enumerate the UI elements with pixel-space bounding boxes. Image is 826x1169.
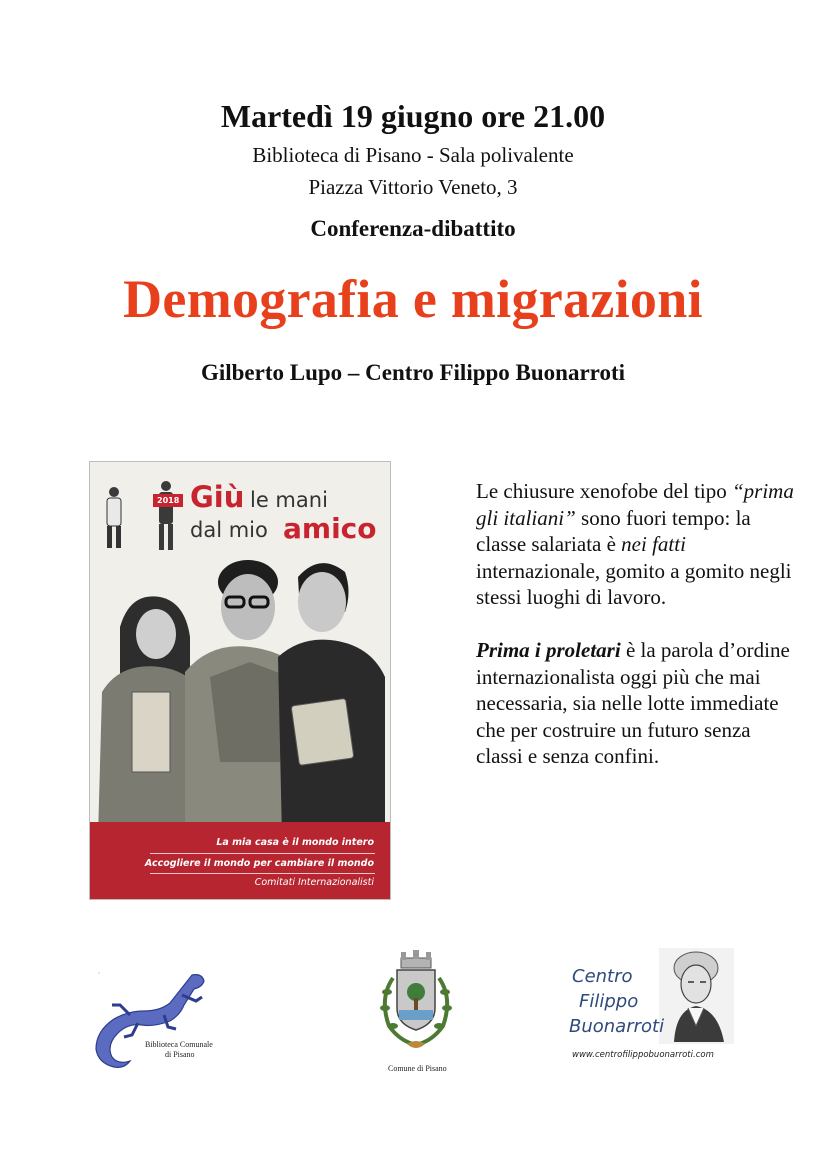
body-italic-quote: “prima gli italiani”: [476, 479, 794, 530]
body-text: [476, 478, 796, 770]
poster-title-word-giu: Giù: [190, 480, 245, 514]
centro-name-line1: Centro: [572, 966, 633, 987]
comune-caption: Comune di Pisano: [388, 1064, 447, 1073]
event-venue: Biblioteca di Pisano - Sala polivalente: [252, 143, 574, 167]
biblioteca-caption-line1: Biblioteca Comunale: [145, 1040, 213, 1049]
body-paragraph-2: [476, 637, 796, 770]
centro-website-url: www.centrofilippobuonarroti.com: [572, 1050, 714, 1060]
event-address: Piazza Vittorio Veneto, 3: [308, 175, 518, 199]
centro-buonarroti-logo: [564, 946, 739, 1066]
centro-name-line3: Buonarroti: [569, 1016, 665, 1037]
poster-year-badge: 2018: [153, 494, 183, 507]
poster-band-divider: [150, 853, 375, 854]
poster-signature: Comitati Internazionalisti: [254, 877, 374, 888]
speaker-line: Gilberto Lupo – Centro Filippo Buonarroti: [200, 360, 626, 385]
poster-title-word-dal-mio: dal mio: [190, 518, 268, 542]
young-man-illustration: [278, 563, 385, 837]
svg-text:`: `: [98, 973, 100, 979]
body-italic-emphasis: nei fatti: [621, 532, 686, 557]
poster-title-word-le-mani: le mani: [250, 488, 328, 512]
poster-slogan-1: La mia casa è il mondo intero: [216, 837, 374, 848]
poster-title-word-amico: amico: [283, 512, 377, 545]
lizard-logo-icon: [84, 965, 224, 1080]
poster-slogan-2: Accogliere il mondo per cambiare il mondo: [144, 858, 374, 869]
body-text-run: è la parola d’ordine internazionalista oggi più che mai necessaria, sia nelle lotte immediate che per costruire un futuro senza classi e senza confini.: [476, 637, 790, 769]
poster-band-divider: [150, 873, 375, 874]
centro-name-line2: Filippo: [579, 991, 639, 1012]
main-title: Demografia e migrazioni: [123, 269, 703, 329]
body-text-run: sono fuori tempo: la classe salariata è: [476, 505, 751, 557]
biblioteca-caption-line2: di Pisano: [165, 1050, 195, 1059]
body-paragraph-1: [476, 478, 796, 611]
event-type: Conferenza-dibattito: [310, 216, 516, 241]
body-bold-italic-slogan: Prima i proletari: [476, 637, 621, 662]
body-text-run: internazionale, gomito a gomito negli stessi luoghi di lavoro.: [476, 558, 792, 610]
body-text-run: Le chiusure xenofobe del tipo: [476, 479, 732, 503]
walking-figures-illustration: [107, 481, 173, 550]
event-date-time: Martedì 19 giugno ore 21.00: [220, 98, 606, 134]
municipal-crest-icon: [367, 948, 465, 1078]
poster-image: [89, 461, 391, 900]
